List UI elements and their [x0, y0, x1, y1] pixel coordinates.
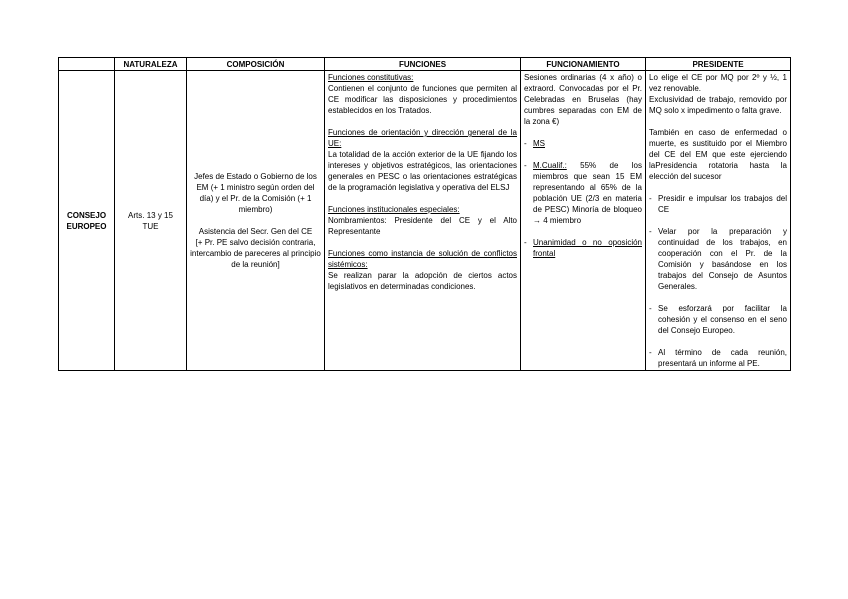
list-dash: -	[649, 194, 652, 203]
row-name-line2: EUROPEO	[66, 221, 107, 231]
funciones-heading-1: Funciones constitutivas:	[328, 73, 414, 82]
presidente-p3: También en caso de enfermedad o muerte, es sustituido por el Miembro del CE del EM que este ejerciendo laPresidencia rotatoria hasta la elección del sucesor	[649, 128, 787, 181]
list-dash: -	[524, 139, 527, 148]
list-item	[649, 226, 787, 292]
list-item	[649, 193, 787, 215]
header-presidente: PRESIDENTE	[646, 58, 791, 71]
presidente-p2: Exclusividad de trabajo, removido por MQ solo x impedimento o falta grave.	[649, 95, 787, 115]
composicion-cell	[187, 71, 325, 371]
funciones-heading-3: Funciones institucionales especiales:	[328, 205, 460, 214]
composicion-p2: Asistencia del Secr. Gen del CE	[198, 227, 313, 236]
list-item	[524, 138, 642, 149]
header-funciones: FUNCIONES	[325, 58, 521, 71]
presidente-item-3: Se esforzará por facilitar la cohesión y el consenso en el seno del Consejo Europeo.	[658, 304, 787, 335]
funcionamiento-intro: Sesiones ordinarias (4 x año) o extraord. Convocadas por el Pr. Celebradas en Bruselas (hay cumbres separadas con EM de la zona €)	[524, 73, 642, 126]
composicion-p1: Jefes de Estado o Gobierno de los EM (+ 1 ministro según orden del día) y el Pr. de la Comisión (+ 1 miembro)	[194, 172, 317, 214]
presidente-item-4: Al término de cada reunión, presentará un informe al PE.	[658, 348, 787, 368]
list-item	[524, 160, 642, 226]
funciones-cell	[325, 71, 521, 371]
row-name-cell	[59, 71, 115, 371]
header-naturaleza: NATURALEZA	[115, 58, 187, 71]
mcualif-text: 55% de los miembros que sean 15 EM representando al 65% de la población UE (2/3 en materia de PESC) Minoría de bloqueo → 4 miembro	[533, 161, 642, 225]
composicion-p3: [+ Pr. PE salvo decisión contraria, intercambio de pareceres al principio de la reunión]	[190, 238, 321, 269]
presidente-cell	[646, 71, 791, 371]
list-dash: -	[524, 161, 527, 170]
presidente-p1: Lo elige el CE por MQ por 2º y ½, 1 vez renovable.	[649, 73, 787, 93]
header-funcionamiento: FUNCIONAMIENTO	[521, 58, 646, 71]
funcionamiento-cell	[521, 71, 646, 371]
list-item	[649, 303, 787, 336]
presidente-item-1: Presidir e impulsar los trabajos del CE	[658, 194, 787, 214]
naturaleza-line1: Arts. 13 y 15	[128, 210, 173, 220]
header-composicion: COMPOSICIÓN	[187, 58, 325, 71]
funcionamiento-item-ms: MS	[533, 139, 545, 148]
list-item	[524, 237, 642, 259]
list-dash: -	[649, 348, 652, 357]
row-name-line1: CONSEJO	[66, 210, 107, 220]
funciones-text-4: Se realizan parar la adopción de ciertos actos legislativos en determinadas condiciones.	[328, 271, 517, 291]
funciones-heading-4: Funciones como instancia de solución de conflictos sistémicos:	[328, 249, 517, 269]
funcionamiento-item-mcualif	[533, 160, 642, 226]
table-row	[59, 71, 791, 371]
funciones-text-1: Contienen el conjunto de funciones que permiten al CE modificar las disposiciones y procedimientos establecidos en los Tratados.	[328, 84, 517, 115]
institutions-table	[58, 57, 791, 371]
funcionamiento-item-unanimidad: Unanimidad o no oposición frontal	[533, 238, 642, 258]
list-item	[649, 347, 787, 369]
list-dash: -	[649, 227, 652, 236]
funciones-text-2: La totalidad de la acción exterior de la UE fijando los intereses y objetivos estratégicos, las orientaciones generales en PESC o las orientaciones estratégicas de la programación legislativa y operativa del ELSJ	[328, 150, 517, 192]
funciones-heading-2: Funciones de orientación y dirección general de la UE:	[328, 128, 517, 148]
naturaleza-line2: TUE	[142, 221, 159, 231]
header-row	[59, 58, 791, 71]
naturaleza-cell	[115, 71, 187, 371]
presidente-item-2: Velar por la preparación y continuidad de los trabajos, en cooperación con el Pr. de la Comisión y basándose en los trabajos del Consejo de Asuntos Generales.	[658, 227, 787, 291]
mcualif-label: M.Cualif.:	[533, 161, 567, 170]
list-dash: -	[649, 304, 652, 313]
list-dash: -	[524, 238, 527, 247]
header-empty	[59, 58, 115, 71]
funciones-text-3: Nombramientos: Presidente del CE y el Alto Representante	[328, 216, 517, 236]
